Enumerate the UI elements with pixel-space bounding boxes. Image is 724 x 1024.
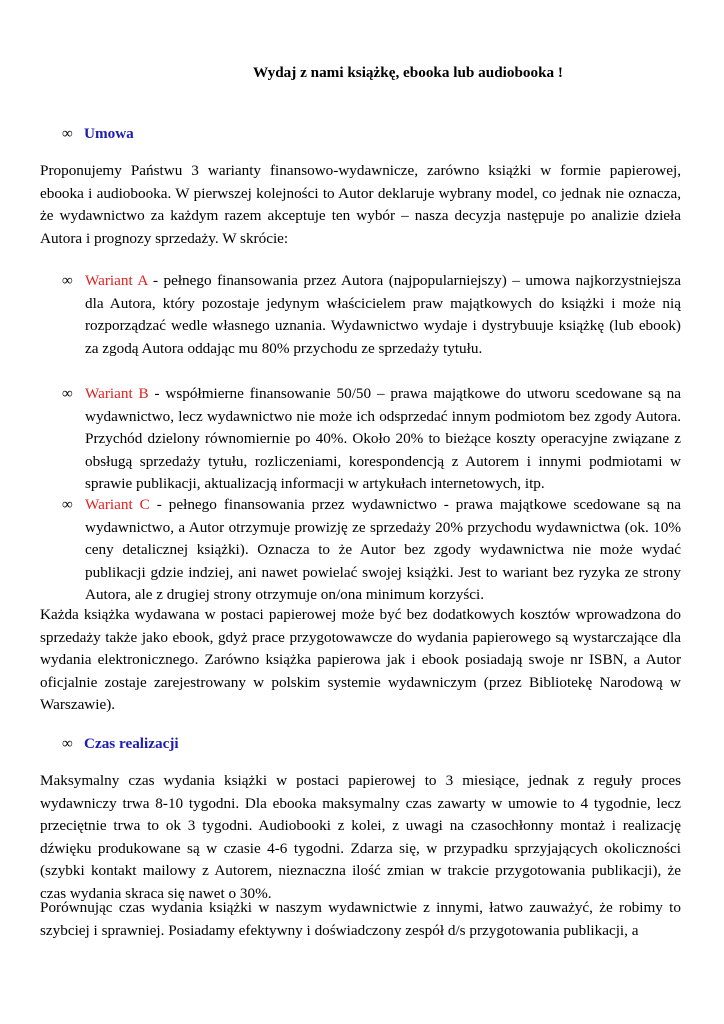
variant-item-a bbox=[62, 270, 681, 360]
section-heading-czas-realizacji bbox=[62, 733, 179, 756]
umowa-intro-paragraph: Proponujemy Państwu 3 warianty finansowo-wydawnicze, zarówno książki w formie papierowej, ebooka i audiobooka. W pierwszej kolejności to Autor deklaruje wybrany model, co jednak nie oznacza, że wydawnictwo za każdym razem akceptuje ten wybór – nasza decyzja następuje po analizie dzieła Autora i prognozy sprzedaży. W skrócie: bbox=[40, 162, 681, 247]
variant-description: - współmierne finansowanie 50/50 – prawa majątkowe do utworu scedowane są na wydawnictwo, lecz wydawnictwo nie może ich odsprzedać innym podmiotom bez zgody Autora. Przychód dzielony równomiernie po 40%. Około 20% to bieżące koszty operacyjne związane z obsługą sprzedaży tytułu, rozliczeniami, korespondencją z Autorem i innymi podmiotami w sprawie publikacji, aktualizacją informacji w artykułach internetowych, itp. bbox=[85, 385, 681, 493]
heading-text: Czas realizacji bbox=[84, 735, 179, 752]
section-heading-umowa bbox=[62, 123, 134, 146]
bullet-icon: ∞ bbox=[62, 125, 73, 142]
variant-name: Wariant A bbox=[85, 272, 148, 289]
bullet-icon: ∞ bbox=[62, 272, 73, 289]
czas-paragraph-2: Porównując czas wydania książki w naszym wydawnictwie z innymi, łatwo zauważyć, że robimy to szybciej i sprawniej. Posiadamy efektywny i doświadczony zespół d/s przygotowania publikacji, a bbox=[40, 899, 681, 939]
variant-item-b bbox=[62, 383, 681, 496]
bullet-icon: ∞ bbox=[62, 735, 73, 752]
variant-description: - pełnego finansowania przez wydawnictwo - prawa majątkowe scedowane są na wydawnictwo, a Autor otrzymuje prowizję ze sprzedaży 20% przychodu wydawnictwa (ok. 10% ceny detalicznej książki). Oznacza to że Autor bez zgody wydawnictwa nie może wydać publikacji gdzie indziej, ani nawet powielać swojej książki. Jest to wariant bez ryzyka ze strony Autora, ale z drugiej strony otrzymuje on/ona minimum korzyści. bbox=[85, 496, 681, 604]
bullet-icon: ∞ bbox=[62, 385, 73, 402]
variant-description: - pełnego finansowania przez Autora (najpopularniejszy) – umowa najkorzystniejsza dla Autora, który pozostaje jedynym właścicielem praw majątkowych do książki i może nią rozporządzać wedle własnego uznania. Wydawnictwo wydaje i dystrybuuje książkę (lub ebook) za zgodą Autora oddając mu 80% przychodu ze sprzedaży tytułu. bbox=[85, 272, 681, 357]
umowa-closing-paragraph: Każda książka wydawana w postaci papierowej może być bez dodatkowych kosztów wprowadzona do sprzedaży także jako ebook, gdyż prace przygotowawcze do wydania papierowego są wystarczające dla wydania elektronicznego. Zarówno książka papierowa jak i ebook posiadają swoje nr ISBN, a Autor oficjalnie zostaje zarejestrowany w polskim systemie wydawniczym (przez Bibliotekę Narodową w Warszawie). bbox=[40, 606, 681, 714]
variant-name: Wariant C bbox=[85, 496, 150, 513]
page-title: Wydaj z nami książkę, ebooka lub audiobooka ! bbox=[252, 64, 563, 81]
heading-text: Umowa bbox=[84, 125, 134, 142]
variant-item-c bbox=[62, 494, 681, 607]
bullet-icon: ∞ bbox=[62, 496, 73, 513]
variant-name: Wariant B bbox=[85, 385, 149, 402]
czas-paragraph-1: Maksymalny czas wydania książki w postaci papierowej to 3 miesiące, jednak z reguły proces wydawniczy trwa 8-10 tygodni. Dla ebooka maksymalny czas zawarty w umowie to 4 tygodnie, lecz przeciętnie trwa to ok 3 tygodni. Audiobooki z kolei, z uwagi na czasochłonny montaż i realizację dźwięku produkowane są w czasie 4-6 tygodni. Zdarza się, w przypadku sprzyjających okoliczności (szybki kontakt mailowy z Autorem, nieznaczna ilość zmian w trakcie przygotowania publikacji), że czas wydania skraca się nawet o 30%. bbox=[40, 772, 681, 902]
